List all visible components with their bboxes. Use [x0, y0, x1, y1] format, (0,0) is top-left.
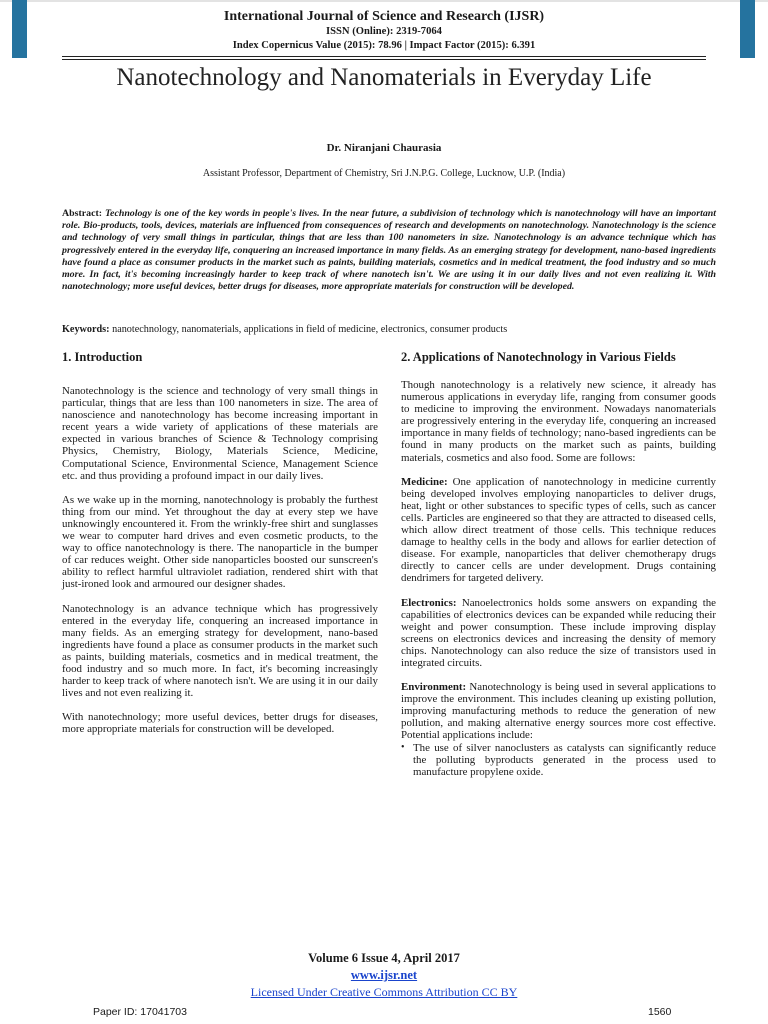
page-number: 1560: [648, 1006, 672, 1018]
journal-index-line: Index Copernicus Value (2015): 78.96 | Impact Factor (2015): 6.391: [232, 40, 536, 51]
keywords: [62, 324, 716, 335]
environment-paragraph: [401, 681, 716, 741]
section-heading-introduction: 1. Introduction: [62, 350, 143, 364]
article-author: Dr. Niranjani Chaurasia: [326, 142, 442, 154]
journal-name: International Journal of Science and Research (IJSR): [223, 9, 545, 24]
intro-paragraph: Nanotechnology is the science and technology of very small things in particular, things that are less than 100 nanometers in size. The area of nanoscience and nanotechnology has become increasing important in recent years a wide variety of applications of these materials are expected in various branches of Science & Technology comprising Physics, Chemistry, Biology, Materials Science, Medicine, Computational Science, Environmental Science, Management Science etc. and thus providing a profound impact in our daily lives.: [62, 385, 378, 482]
top-border: [0, 0, 768, 2]
header-rule-bottom: [62, 59, 706, 60]
environment-label: Environment:: [401, 681, 467, 694]
article-title: Nanotechnology and Nanomaterials in Everyday Life: [116, 64, 652, 91]
environment-text: Nanotechnology is being used in several applications to improve the environment. This includes cleaning up existing pollution, improving manufacturing methods to reduce the generation of new pollution, and making alternative energy sources more cost effective. Potential applications include:: [401, 681, 716, 742]
intro-paragraph: With nanotechnology; more useful devices, better drugs for diseases, more appropriate materials for construction will be developed.: [62, 711, 378, 736]
footer-license-link[interactable]: Licensed Under Creative Commons Attribution CC BY: [250, 985, 518, 999]
bullet-text: The use of silver nanoclusters as catalysts can significantly reduce the polluting byproducts generated in the process used to manufacture propylene oxide.: [413, 741, 716, 778]
journal-issn: ISSN (Online): 2319-7064: [326, 26, 442, 37]
electronics-text: Nanoelectronics holds some answers on expanding the capabilities of electronics devices can be expanded while reducing their weight and power consumption. These include improving display screens on electronics devices and increasing the density of memory chips. Nanotechnology can also reduce the size of transistors used in integrated circuits.: [401, 596, 716, 669]
medicine-paragraph: [401, 476, 716, 585]
intro-paragraph: Nanotechnology is an advance technique which has progressively entered in the everyday life, conquering an increased importance in many fields. As an emerging strategy for development, nano-based ingredients have found a place as consumer products in the market such as paints, building materials, cosmetics and in medical treatment, the food industry and so much more. In fact, it's becoming increasingly harder to keep track of where nanotech isn't. We are using it in our daily lives and not even realizing it.: [62, 602, 378, 700]
electronics-label: Electronics:: [401, 596, 457, 609]
intro-paragraph: As we wake up in the morning, nanotechnology is probably the furthest thing from our mind. Yet throughout the day at every step we have unknowingly encountered it. From the wrinkly-free shirt and sunglasses we wear to computer hard drives and even cosmetic products, to the way to office nanotechnology is there. The nanoparticle in the bumper of car reduces weight. Other side nanoparticles boosted our sunscreen's ability to reflect harmful ultraviolet radiation, rendered shirt with that just-ironed look and armoured our designer shades.: [62, 493, 378, 591]
footer-volume: Volume 6 Issue 4, April 2017: [308, 951, 460, 965]
left-column: [62, 350, 378, 747]
applications-intro: Though nanotechnology is a relatively new science, it already has numerous applications in everyday life, ranging from consumer goods to medicine to improving the environment. Nowadays nanomaterials are progressively entering in the everyday life, conquering an increased importance in many fields of technology; nano-based ingredients can be found in many products on the market such as paints, building materials, cosmetics and also food. Some are follows:: [401, 379, 716, 464]
section-heading-applications: 2. Applications of Nanotechnology in Various Fields: [401, 350, 676, 364]
list-item: [401, 742, 716, 778]
medicine-text: One application of nanotechnology in medicine currently being developed involves employing nanoparticles to deliver drugs, heat, light or other substances to specific types of cells, such as cancer cells. Particles are engineered so that they are attracted to diseased cells, which allow direct treatment of those cells. This technique reduces damage to healthy cells in the body and allows for earlier detection of disease. For example, nanoparticles that deliver chemotherapy drugs directly to cancer cells are under development. Drugs containing dendrimers for targeted delivery.: [401, 475, 716, 585]
keywords-label: Keywords:: [62, 324, 110, 335]
medicine-label: Medicine:: [401, 475, 448, 488]
abstract-label: Abstract:: [62, 208, 103, 219]
footer-url-link[interactable]: www.ijsr.net: [350, 968, 418, 982]
abstract-text: Technology is one of the key words in people's lives. In the near future, a subdivision of technology which is nanotechnology will have an important role. Bio-products, tools, devices, materials are influenced from consequences of research and developments on nanotechnology. Nanotechnology is the science and technology of very small things in particular, things that are less than 100 nanometers in size. Nanotechnology is an advance technique which has progressively entered in the everyday life, conquering an increased importance in many fields. As an emerging strategy for development, nano-based ingredients have found a place as consumer products in the market such as paints, building materials, cosmetics and in medical treatment, the food industry and so much more. In fact, it's becoming increasingly harder to keep track of where nanotech isn't. We are using it in our daily lives and not even realizing it. With nanotechnology; more useful devices, better drugs for diseases, more appropriate materials for construction will be developed.: [62, 208, 716, 293]
electronics-paragraph: [401, 597, 716, 670]
paper-id: Paper ID: 17041703: [93, 1006, 187, 1018]
bullet-icon: •: [401, 741, 405, 753]
keywords-text: nanotechnology, nanomaterials, applications in field of medicine, electronics, consumer products: [112, 324, 508, 335]
header-rule-top: [62, 56, 706, 57]
right-column: [401, 350, 716, 778]
abstract: [62, 208, 716, 293]
article-affiliation: Assistant Professor, Department of Chemistry, Sri J.N.P.G. College, Lucknow, U.P. (India): [202, 168, 566, 179]
